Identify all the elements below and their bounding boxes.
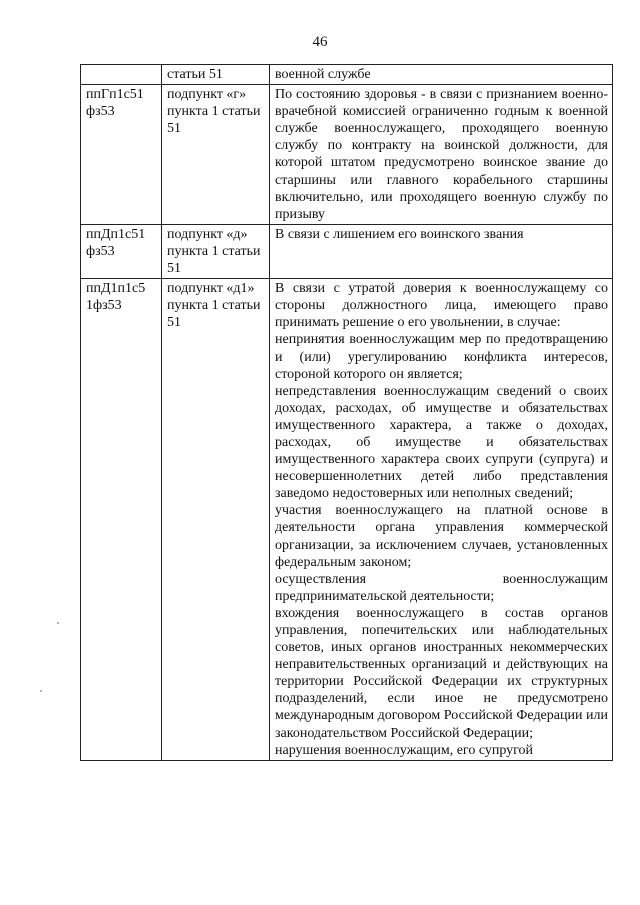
row-description-cell (270, 224, 613, 278)
table-row (81, 224, 613, 278)
row-description-cell (270, 279, 613, 761)
row-code-cell: ппГп1с51 фз53 (81, 85, 162, 225)
row-code-cell (81, 65, 162, 85)
table-row (81, 279, 613, 761)
description-paragraph: непринятия военнослужащим мер по предотвращению и (или) урегулированию конфликта интересов, стороной которого он является; (275, 332, 608, 382)
description-paragraph: военной службе (275, 67, 371, 82)
row-description-cell (270, 65, 613, 85)
row-description-cell (270, 85, 613, 225)
description-paragraph: В связи с утратой доверия к военнослужащему со стороны должностного лица, имеющего право принимать решение о его увольнении, в случае: (275, 281, 608, 331)
row-reference-cell: статьи 51 (162, 65, 270, 85)
description-paragraph: вхождения военнослужащего в состав органов управления, попечительских или наблюдательных советов, иных органов иностранных некоммерческих неправительственных организаций и действующих на территории Российской Федерации их структурных подразделений, если иное не предусмотрено международным договором Российской Федерации или законодательством Российской Федерации; (275, 605, 608, 741)
table-row (81, 65, 613, 85)
row-reference-cell: подпункт «д» пункта 1 статьи 51 (162, 224, 270, 278)
dismissal-grounds-table (80, 64, 613, 761)
scan-speck (40, 690, 42, 692)
description-paragraph: По состоянию здоровья - в связи с признанием военно-врачебной комиссией ограниченно годным к военной службе военнослужащего, проходящего военную службу по контракту на воинской должности, для которой штатом предусмотрено воинское звание до старшины или главного корабельного старшины включительно, или проходящего военную службу по призыву (275, 87, 608, 222)
row-code-cell: ппДп1с51 фз53 (81, 224, 162, 278)
row-reference-cell: подпункт «д1» пункта 1 статьи 51 (162, 279, 270, 761)
scan-speck (57, 622, 59, 624)
description-paragraph: нарушения военнослужащим, его супругой (275, 742, 534, 758)
table-row (81, 85, 613, 225)
page-number: 46 (312, 34, 328, 50)
description-paragraph: участия военнослужащего на платной основе в деятельности органа управления коммерческой организации, за исключением случаев, установленных федеральным законом; (275, 503, 608, 570)
description-paragraph: непредставления военнослужащим сведений о своих доходах, расходах, об имуществе и обязательствах имущественного характера, а также о доходах, расходах, об имуществе и обязательствах имущественного характера своих супруги (супруга) и несовершеннолетних детей либо представления заведомо недостоверных или неполных сведений; (275, 383, 608, 502)
description-paragraph: В связи с лишением его воинского звания (275, 226, 524, 242)
row-reference-cell: подпункт «г» пункта 1 статьи 51 (162, 85, 270, 225)
row-code-cell: ппД1п1с5 1фз53 (81, 279, 162, 761)
description-paragraph: осуществления военнослужащим предпринимательской деятельности; (275, 571, 608, 604)
